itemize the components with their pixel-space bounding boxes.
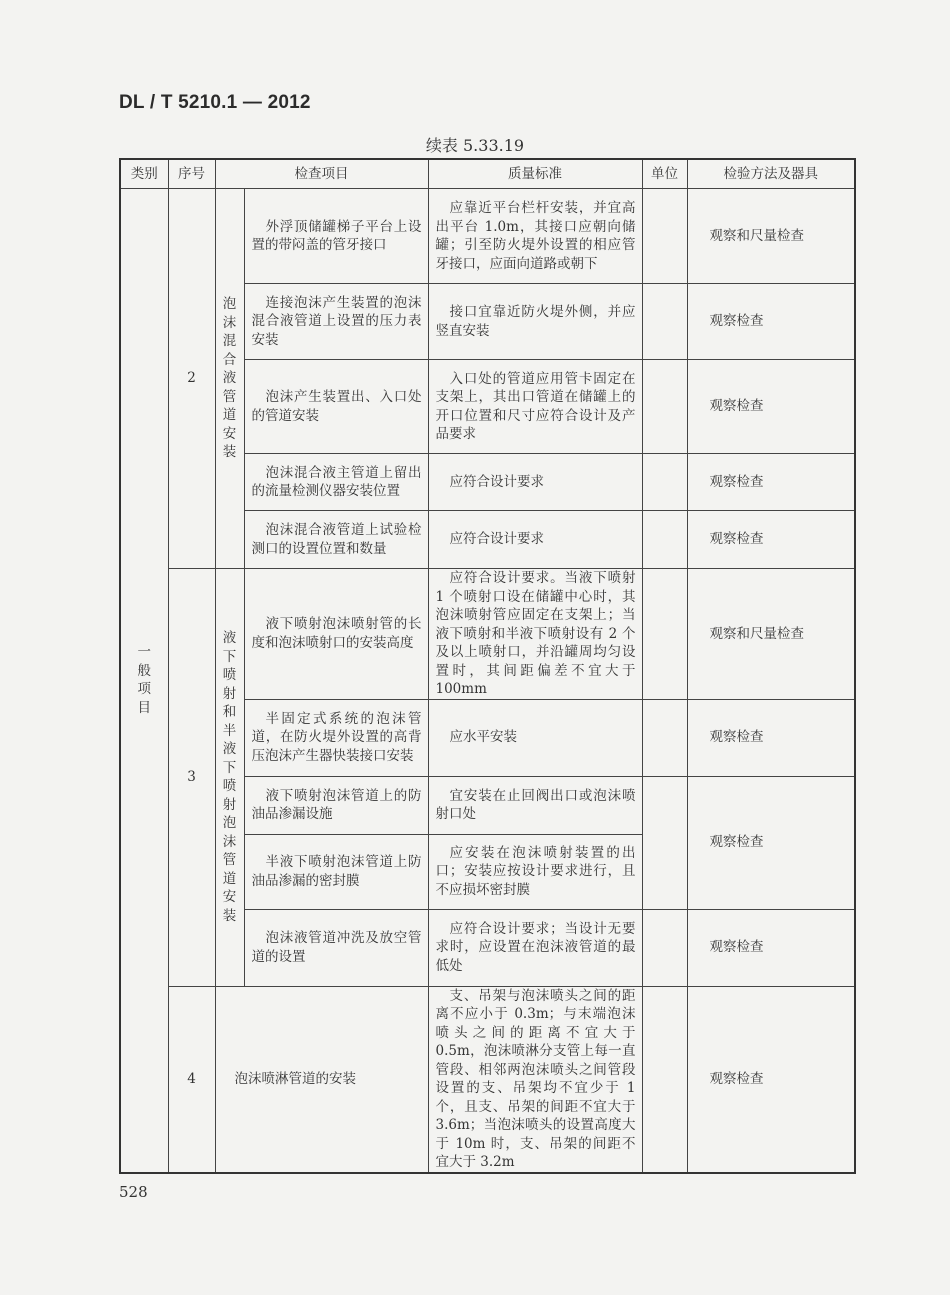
item-cell: 泡沫混合液管道上试验检测口的设置位置和数量 <box>244 511 428 569</box>
seq-cell: 2 <box>168 189 215 569</box>
unit-cell <box>642 189 687 284</box>
unit-cell <box>642 360 687 454</box>
group-title-cell <box>215 569 244 987</box>
unit-cell <box>642 284 687 360</box>
page-number: 528 <box>119 1183 148 1201</box>
table-header-row <box>120 159 855 189</box>
method-cell: 观察和尺量检查 <box>687 189 855 284</box>
standard-cell: 应靠近平台栏杆安装，并宜高出平台 1.0m，其接口应朝向储罐；引至防火堤外设置的相应管牙接口，应面向道路或朝下 <box>428 189 642 284</box>
standard-cell: 应水平安装 <box>428 699 642 776</box>
item-cell: 半液下喷射泡沫管道上防油品渗漏的密封膜 <box>244 834 428 909</box>
item-cell: 液下喷射泡沫管道上的防油品渗漏设施 <box>244 776 428 834</box>
item-cell: 外浮顶储罐梯子平台上设置的带闷盖的管牙接口 <box>244 189 428 284</box>
header-seq: 序号 <box>168 159 215 189</box>
method-cell: 观察和尺量检查 <box>687 569 855 700</box>
header-item: 检查项目 <box>215 159 428 189</box>
item-cell: 泡沫喷淋管道的安装 <box>215 986 428 1173</box>
category-cell <box>120 189 168 1173</box>
unit-cell <box>642 511 687 569</box>
unit-cell <box>642 569 687 700</box>
table-row <box>120 986 855 1173</box>
method-cell: 观察检查 <box>687 511 855 569</box>
method-cell: 观察检查 <box>687 284 855 360</box>
item-cell: 泡沫产生装置出、入口处的管道安装 <box>244 360 428 454</box>
unit-cell <box>642 776 687 909</box>
category-label: 一 般 项 目 <box>137 644 151 716</box>
inspection-table <box>119 158 856 1174</box>
group-title: 液 下 喷 射 和 半 液 下 喷 射 泡 沫 管 道 安 装 <box>222 630 237 924</box>
method-cell: 观察检查 <box>687 986 855 1173</box>
standard-cell: 支、吊架与泡沫喷头之间的距离不应小于 0.3m；与末端泡沫喷头之间的距离不宜大于 0.5m，泡沫喷淋分支管上每一直管段、相邻两泡沫喷头之间管段设置的支、吊架均不宜少于 1 个，且支、吊架的间距不宜大于 3.6m；当泡沫喷头的设置高度大于 10m 时，支、吊架的间距不宜大于 3.2m <box>428 986 642 1173</box>
method-cell: 观察检查 <box>687 776 855 909</box>
method-cell: 观察检查 <box>687 909 855 986</box>
unit-cell <box>642 986 687 1173</box>
item-cell: 液下喷射泡沫喷射管的长度和泡沫喷射口的安装高度 <box>244 569 428 700</box>
table-caption: 续表 5.33.19 <box>425 136 525 155</box>
document-code: DL / T 5210.1 — 2012 <box>119 92 311 113</box>
header-category: 类别 <box>120 159 168 189</box>
standard-cell: 接口宜靠近防火堤外侧，并应竖直安装 <box>428 284 642 360</box>
standard-cell: 应符合设计要求；当设计无要求时，应设置在泡沫液管道的最低处 <box>428 909 642 986</box>
standard-cell: 应安装在泡沫喷射装置的出口；安装应按设计要求进行，且不应损坏密封膜 <box>428 834 642 909</box>
method-cell: 观察检查 <box>687 699 855 776</box>
unit-cell <box>642 699 687 776</box>
header-standard: 质量标准 <box>428 159 642 189</box>
unit-cell <box>642 454 687 511</box>
unit-cell <box>642 909 687 986</box>
item-cell: 半固定式系统的泡沫管道，在防火堤外设置的高背压泡沫产生器快装接口安装 <box>244 699 428 776</box>
group-title-cell <box>215 189 244 569</box>
group-title: 泡 沫 混 合 液 管 道 安 装 <box>222 296 237 461</box>
table-row <box>120 569 855 700</box>
item-cell: 泡沫液管道冲洗及放空管道的设置 <box>244 909 428 986</box>
method-cell: 观察检查 <box>687 454 855 511</box>
item-cell: 连接泡沫产生装置的泡沫混合液管道上设置的压力表安装 <box>244 284 428 360</box>
standard-cell: 宜安装在止回阀出口或泡沫喷射口处 <box>428 776 642 834</box>
standard-cell: 应符合设计要求。当液下喷射 1 个喷射口设在储罐中心时，其泡沫喷射管应固定在支架上；当液下喷射和半液下喷射设有 2 个及以上喷射口，并沿罐周均匀设置时，其间距偏差不宜大于 100mm <box>428 569 642 700</box>
header-unit: 单位 <box>642 159 687 189</box>
item-cell: 泡沫混合液主管道上留出的流量检测仪器安装位置 <box>244 454 428 511</box>
seq-cell: 3 <box>168 569 215 987</box>
standard-cell: 入口处的管道应用管卡固定在支架上，其出口管道在储罐上的开口位置和尺寸应符合设计及产品要求 <box>428 360 642 454</box>
seq-cell: 4 <box>168 986 215 1173</box>
standard-cell: 应符合设计要求 <box>428 511 642 569</box>
table-row <box>120 189 855 284</box>
standard-cell: 应符合设计要求 <box>428 454 642 511</box>
method-cell: 观察检查 <box>687 360 855 454</box>
header-method: 检验方法及器具 <box>687 159 855 189</box>
